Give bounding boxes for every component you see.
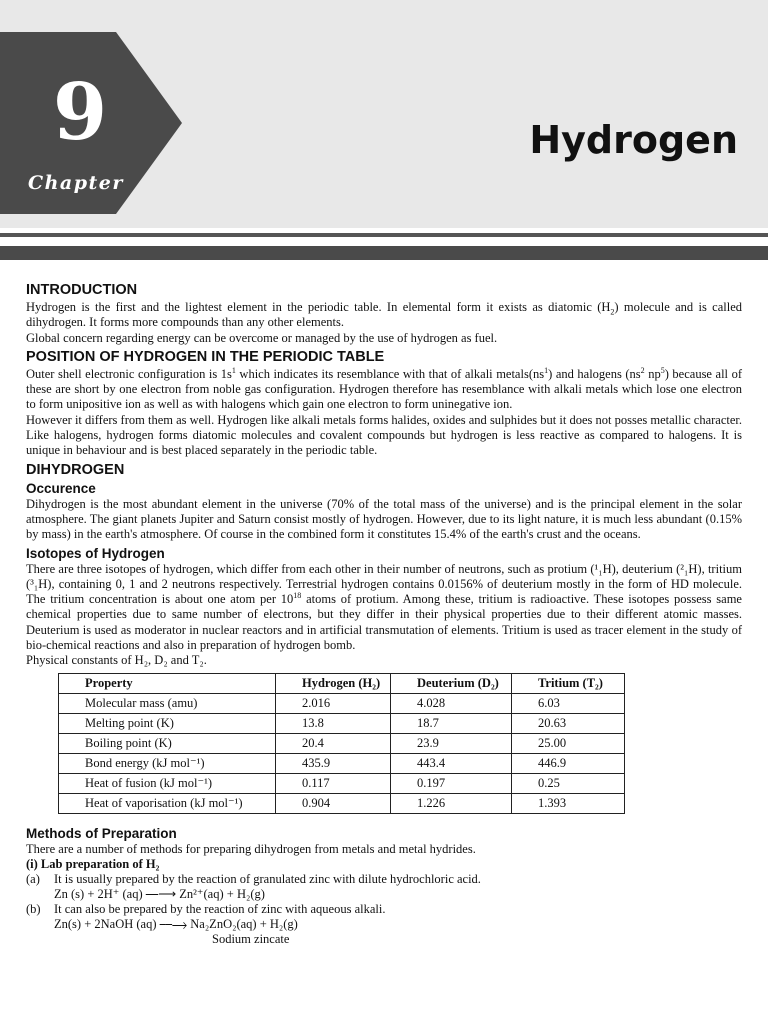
item-text: It is usually prepared by the reaction of granulated zinc with dilute hydrochloric acid. — [54, 871, 481, 886]
intro-paragraph-2: Global concern regarding energy can be overcome or managed by the use of hydrogen as fuel. — [26, 330, 498, 345]
isotopes-paragraph: There are three isotopes of hydrogen, which differ from each other in their number of neutrons, such as protium (¹₁H), deuterium (²₁H), tritium (³₁H), containing 0, 1 and 2 neutrons respectively. Terrestrial hydrogen contains 0.0156% of deuterium mostly in the form of HD molecule. The tritium concentration is about one atom per $10^{18}$ atoms of protium. Among these, tritium is radioactive. These isotopes possess same chemical properties due to same number of electrons, but they differ in their physical properties due to their different atomic masses. Deuterium is used as moderator in nuclear reactors and in artificial transmutation of elements. Tritium is used as tracer element in the study of bio-chemical reactions and also in preparation of hydrogen bomb. — [26, 561, 742, 653]
occurence-paragraph: Dihydrogen is the most abundant element in the universe (70% of the total mass of the universe) and is the principal element in the solar atmosphere. The giant planets Jupiter and Saturn consist mostly of hydrogen. However, due to its light nature, it is much less abundant (0.15% by mass) in the earth's atmosphere. Of course in the combined form it constitutes 15.4% of the earth's crust and the oceans. — [26, 496, 742, 542]
table-cell: Heat of vaporisation (kJ mol⁻¹) — [59, 793, 276, 813]
item-marker: (a) — [26, 871, 40, 886]
table-cell: Bond energy (kJ mol⁻¹) — [59, 753, 276, 773]
table-header-cell: Deuterium (D₂) — [391, 673, 512, 693]
position-paragraph-1: Outer shell electronic configuration is $1s^1$ which indicates its resemblance with that of alkali $metals(ns^1)$ and halogens ($ns^2$ $np^5$) because all of these are short by one electron from noble gas configuration. Hydrogen therefore has resemblance with alkali metals which lose one electron to form unipositive ion as well as with halogens which gain one electron to form uninegative ion. — [26, 365, 742, 412]
physical-constants-table — [58, 673, 625, 814]
table-cell: 20.4 — [276, 733, 391, 753]
table-cell: 443.4 — [391, 753, 512, 773]
equation-zinc-acid: Zn (s) + 2H⁺ (aq) ⎯⎯⟶ Zn²⁺(aq) + H₂(g) — [54, 886, 265, 901]
table-row — [59, 793, 625, 813]
table-cell: 20.63 — [512, 713, 625, 733]
table-cell: 1.393 — [512, 793, 625, 813]
table-cell: Molecular mass (amu) — [59, 693, 276, 713]
methods-heading: Methods of Preparation — [26, 825, 177, 841]
table-header-cell: Property — [59, 673, 276, 693]
table-cell: Melting point (K) — [59, 713, 276, 733]
table-cell: 435.9 — [276, 753, 391, 773]
table-row — [59, 753, 625, 773]
table-cell: 13.8 — [276, 713, 391, 733]
intro-paragraph-1: Hydrogen is the first and the lightest element in the periodic table. In elemental form it exists as diatomic $(H_2)$ molecule and is called dihydrogen. It forms more compounds than any other elements. — [26, 300, 743, 330]
table-cell: 6.03 — [512, 693, 625, 713]
methods-intro: There are a number of methods for preparing dihydrogen from metals and metal hydrides. — [26, 841, 476, 856]
deuterium-symbol: (²₁H) — [676, 561, 702, 576]
tritium-symbol: (³₁H) — [26, 576, 52, 591]
table-row — [59, 693, 625, 713]
table-cell: Boiling point (K) — [59, 733, 276, 753]
method-item-b — [26, 902, 742, 917]
table-cell: 23.9 — [391, 733, 512, 753]
position-paragraph-2: However it differs from them as well. Hydrogen like alkali metals forms halides, oxides and sulphides but it does not posses metallic character. Like halogens, hydrogen forms diatomic molecules and covalent compounds but hydrogen is less reactive as compared to halogens. It is unique in behaviour and is best placed separately in the periodic table. — [26, 412, 742, 458]
header-rule-thick — [0, 246, 768, 260]
table-row — [59, 773, 625, 793]
equation-zinc-alkali: Zn(s) + 2NaOH (aq) ⎯⎯⟶ Na₂ZnO₂(aq) + H₂(g) — [54, 916, 298, 931]
header-rule-thin — [0, 233, 768, 237]
lab-preparation-heading: (i) Lab preparation of H₂ — [26, 856, 160, 871]
item-text: It can also be prepared by the reaction of zinc with aqueous alkali. — [54, 901, 386, 916]
page-body — [26, 282, 742, 947]
table-row — [59, 733, 625, 753]
table-cell: 0.25 — [512, 773, 625, 793]
occurence-heading: Occurence — [26, 480, 96, 496]
table-header-row — [59, 673, 625, 693]
method-item-a — [26, 872, 742, 887]
table-cell: 1.226 — [391, 793, 512, 813]
table-cell: 4.028 — [391, 693, 512, 713]
table-header-cell: Hydrogen (H₂) — [276, 673, 391, 693]
table-row — [59, 713, 625, 733]
constants-caption: Physical constants of H₂, D₂ and T₂. — [26, 653, 207, 668]
position-heading: POSITION OF HYDROGEN IN THE PERIODIC TABLE — [26, 348, 385, 365]
table-cell: 446.9 — [512, 753, 625, 773]
dihydrogen-heading: DIHYDROGEN — [26, 461, 125, 478]
intro-heading: INTRODUCTION — [26, 282, 138, 298]
table-cell: 0.117 — [276, 773, 391, 793]
table-cell: 2.016 — [276, 693, 391, 713]
product-caption: Sodium zincate — [212, 931, 290, 946]
table-header-cell: Tritium (T₂) — [512, 673, 625, 693]
chapter-title: Hydrogen — [529, 118, 738, 162]
chapter-label: Chapter — [28, 172, 124, 194]
table-cell: 0.197 — [391, 773, 512, 793]
table-cell: 0.904 — [276, 793, 391, 813]
item-marker: (b) — [26, 901, 41, 916]
protium-symbol: (¹₁H) — [590, 561, 616, 576]
isotopes-heading: Isotopes of Hydrogen — [26, 545, 165, 561]
chapter-number: 9 — [52, 67, 108, 158]
table-cell: 18.7 — [391, 713, 512, 733]
table-cell: Heat of fusion (kJ mol⁻¹) — [59, 773, 276, 793]
table-cell: 25.00 — [512, 733, 625, 753]
